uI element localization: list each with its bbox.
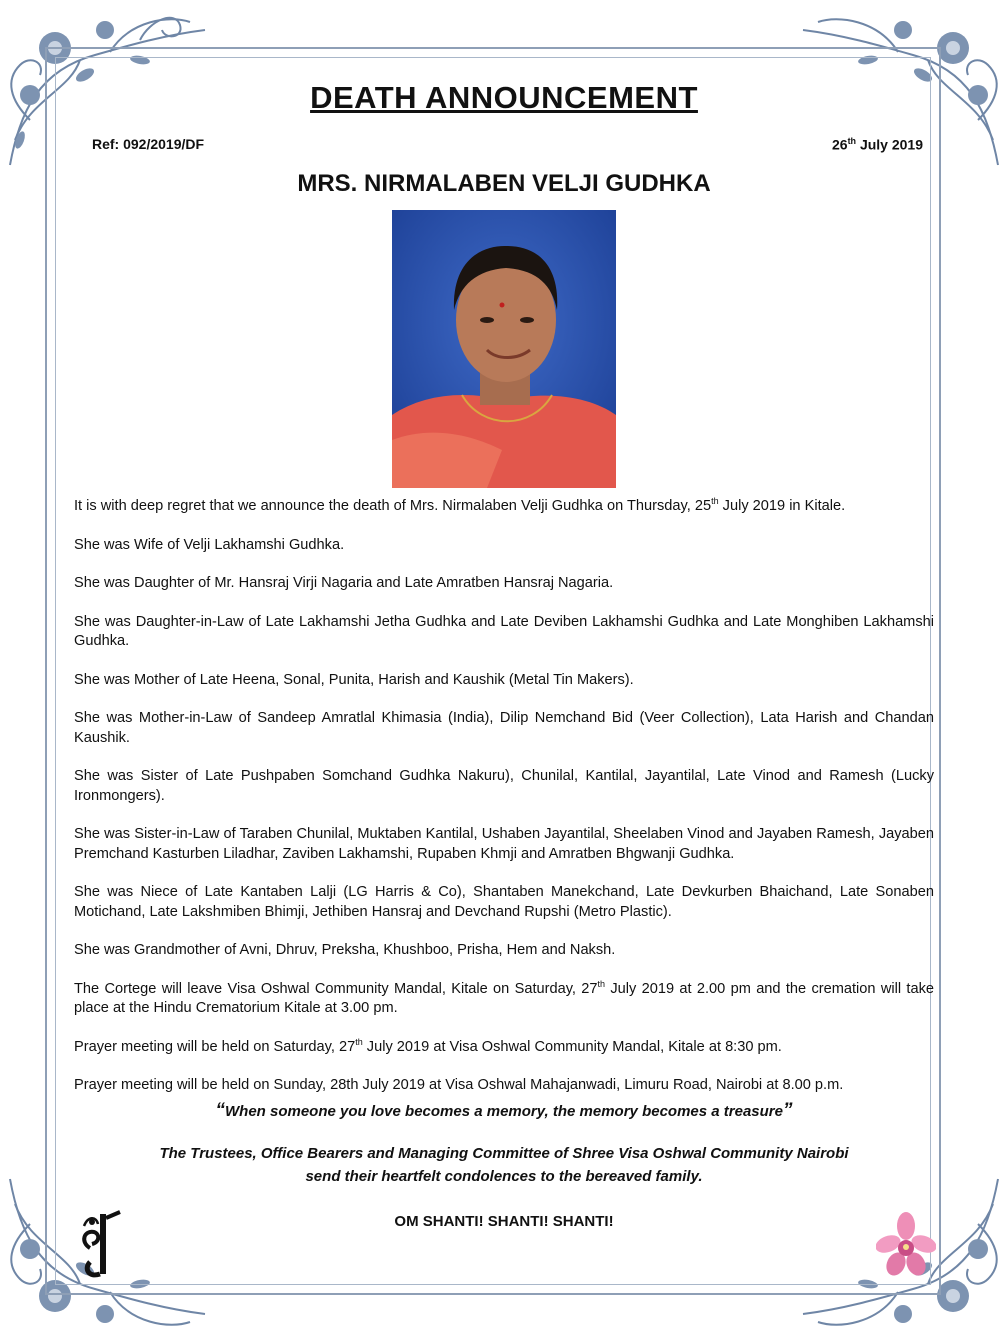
paragraph-daughter: She was Daughter of Mr. Hansraj Virji Nagaria and Late Amratben Hansraj Nagaria. <box>74 575 614 591</box>
paragraph-prayer-saturday: Prayer meeting will be held on Saturday, 27th July 2019 at Visa Oshwal Community Mandal, Kitale at 8:30 pm. <box>74 1036 782 1055</box>
paragraph-niece: She was Niece of Late Kantaben Lalji (LG Harris & Co), Shantaben Manekchand, Late Devkurben Bhaichand, Late Sonaben Motichand, Late Lakshmiben Bhimji, Jethiben Hansraj and Devchand Rupshi (Metro Plastic). <box>74 884 934 920</box>
announcement-body <box>74 497 934 1115</box>
paragraph-daughter-in-law: She was Daughter-in-Law of Late Lakhamshi Jetha Gudhka and Late Deviben Lakhamshi Gudhka and Late Monghiben Lakhamshi Gudhka. <box>74 613 934 649</box>
condolence-message <box>0 1142 1008 1188</box>
page-title: DEATH ANNOUNCEMENT <box>310 80 698 115</box>
jain-symbol-icon <box>80 1208 124 1282</box>
condolence-line-1: The Trustees, Office Bearers and Managing Committee of Shree Visa Oshwal Community Nairobi <box>159 1145 849 1162</box>
reference-number: Ref: 092/2019/DF <box>92 136 205 152</box>
portrait-photo <box>392 210 616 488</box>
paragraph-prayer-sunday: Prayer meeting will be held on Sunday, 28th July 2019 at Visa Oshwal Mahajanwadi, Limuru Road, Nairobi at 8.00 p.m. <box>74 1077 844 1093</box>
condolence-line-2: send their heartfelt condolences to the bereaved family. <box>305 1168 703 1185</box>
paragraph-death: It is with deep regret that we announce the death of Mrs. Nirmalaben Velji Gudhka on Thursday, 25th July 2019 in Kitale. <box>74 496 846 514</box>
paragraph-sister-in-law: She was Sister-in-Law of Taraben Chunilal, Muktaben Kantilal, Ushaben Jayantilal, Sheelaben Vinod and Jayaben Ramesh, Jayaben Premchand Kasturben Liladhar, Zaviben Lakhamshi, Rupaben Khmji and Amratben Bhgwanji Gudhka. <box>74 826 934 862</box>
paragraph-grandmother: She was Grandmother of Avni, Dhruv, Preksha, Khushboo, Prisha, Hem and Naksh. <box>74 942 616 958</box>
paragraph-mother-in-law: She was Mother-in-Law of Sandeep Amratlal Khimasia (India), Dilip Nemchand Bid (Veer Collection), Lata Harish and Chandan Kaushik. <box>74 710 934 746</box>
paragraph-sister: She was Sister of Late Pushpaben Somchand Gudhka Nakuru), Chunilal, Kantilal, Jayantilal, Late Vinod and Ramesh (Lucky Ironmongers). <box>74 768 934 804</box>
memorial-quote: “When someone you love becomes a memory, the memory becomes a treasure” <box>215 1100 793 1121</box>
announcement-date: 26th July 2019 <box>831 136 923 153</box>
paragraph-wife: She was Wife of Velji Lakhamshi Gudhka. <box>74 536 345 553</box>
paragraph-mother: She was Mother of Late Heena, Sonal, Punita, Harish and Kaushik (Metal Tin Makers). <box>74 671 634 688</box>
paragraph-cortege: The Cortege will leave Visa Oshwal Community Mandal, Kitale on Saturday, 27th July 2019 at 2.00 pm and the cremation will take place at the Hindu Crematorium Kitale at 3.00 pm. <box>74 978 935 1016</box>
deceased-name: MRS. NIRMALABEN VELJI GUDHKA <box>297 170 711 197</box>
om-shanti-text: OM SHANTI! SHANTI! SHANTI! <box>394 1213 614 1230</box>
orchid-flower-icon <box>876 1212 936 1282</box>
